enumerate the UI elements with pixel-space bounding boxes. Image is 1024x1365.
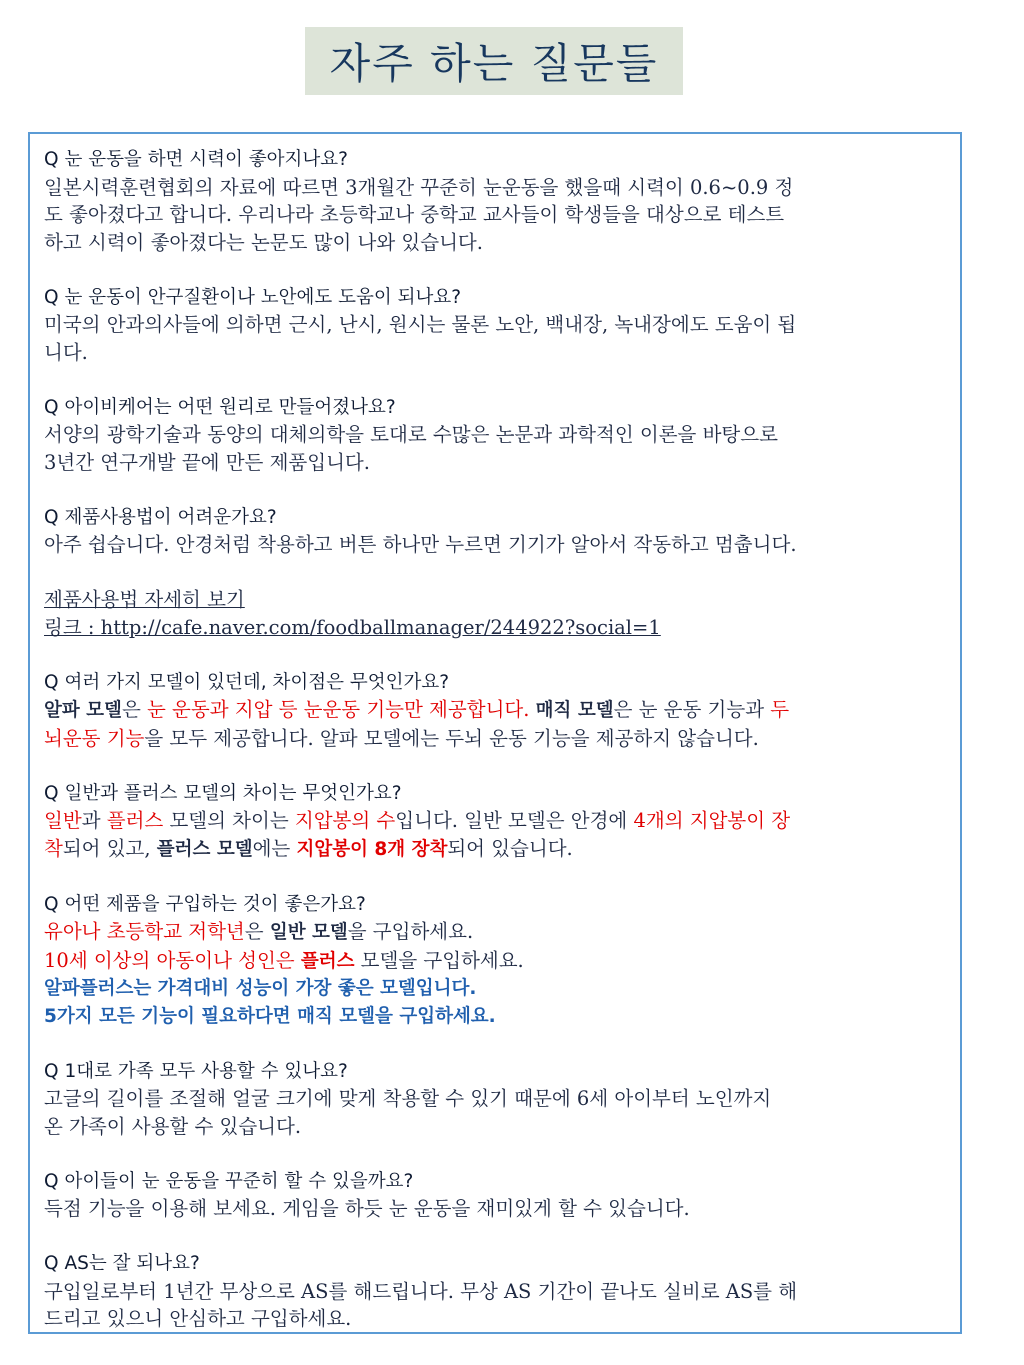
brain-feature-text-end: 뇌운동 기능 bbox=[44, 726, 145, 750]
question-8: Q 1대로 가족 모두 사용할 수 있나요? bbox=[44, 1060, 348, 1082]
older-user-text: 10세 이상의 아동이나 성인은 bbox=[44, 948, 301, 972]
answer-2-line-2: 니다. bbox=[44, 340, 88, 364]
brain-feature-text-start: 두 bbox=[770, 698, 790, 721]
normal-label: 일반 bbox=[44, 809, 82, 832]
page-title-box bbox=[305, 27, 683, 95]
plus-emphasis: 플러스 bbox=[300, 950, 355, 972]
young-child-text: 유아나 초등학교 저학년 bbox=[44, 920, 245, 943]
answer-5-line-2 bbox=[44, 725, 946, 753]
normal-model-label: 일반 모델 bbox=[269, 922, 348, 943]
answer-8-line-1: 고글의 길이를 조절해 얼굴 크기에 맞게 착용할 수 있기 때문에 6세 아이부터 노인까지 bbox=[44, 1087, 772, 1110]
answer-6-line-2 bbox=[44, 835, 946, 864]
question-2: Q 눈 운동이 안구질환이나 노안에도 도움이 되나요? bbox=[44, 286, 462, 308]
usage-url-link[interactable]: 링크 : http://cafe.naver.com/foodballmanager/244922?social=1 bbox=[44, 615, 661, 639]
answer-8-line-2: 온 가족이 사용할 수 있습니다. bbox=[44, 1114, 302, 1138]
answer-10-line-1: 구입일로부터 1년간 무상으로 AS를 해드립니다. 무상 AS 기간이 끝나도 실비로 AS를 해 bbox=[44, 1279, 798, 1303]
answer-7-line-1 bbox=[44, 918, 946, 947]
answer-7-line-2 bbox=[44, 947, 946, 976]
answer-9-line-1: 득점 기능을 이용해 보세요. 게임을 하듯 눈 운동을 재미있게 할 수 있습니다. bbox=[44, 1197, 690, 1220]
question-3: Q 아이비케어는 어떤 원리로 만들어졌나요? bbox=[44, 396, 396, 418]
answer-3-line-2: 3년간 연구개발 끝에 만든 제품입니다. bbox=[44, 450, 370, 474]
question-10: Q AS는 잘 되나요? bbox=[44, 1253, 200, 1274]
four-rods-text-end: 착 bbox=[44, 836, 63, 860]
question-7: Q 어떤 제품을 구입하는 것이 좋은가요? bbox=[44, 893, 366, 915]
answer-5-line-1 bbox=[44, 696, 946, 725]
text-segment: 되어 있고, bbox=[62, 836, 157, 860]
question-4: Q 제품사용법이 어려운가요? bbox=[44, 506, 277, 528]
answer-4-line-1: 아주 쉽습니다. 안경처럼 착용하고 버튼 하나만 누르면 기기가 알아서 작동하고 멈춥니다. bbox=[44, 533, 797, 556]
faq-panel bbox=[28, 132, 962, 1334]
page-title: 자주 하는 질문들 bbox=[329, 39, 659, 88]
answer-3-line-1: 서양의 광학기술과 동양의 대체의학을 토대로 수많은 논문과 과학적인 이론을 바탕으로 bbox=[44, 423, 778, 446]
answer-6-line-1 bbox=[44, 807, 946, 835]
question-9: Q 아이들이 눈 운동을 꾸준히 할 수 있을까요? bbox=[44, 1170, 414, 1192]
question-6: Q 일반과 플러스 모델의 차이는 무엇인가요? bbox=[44, 782, 402, 804]
answer-7-line-3: 알파플러스는 가격대비 성능이 가장 좋은 모델입니다. bbox=[44, 978, 477, 999]
answer-1-line-1: 일본시력훈련협회의 자료에 따르면 3개월간 꾸준히 눈운동을 했을때 시력이 0.6~0.9 정 bbox=[44, 175, 794, 199]
alpha-model-label: 알파 모델 bbox=[44, 700, 122, 721]
question-1: Q 눈 운동을 하면 시력이 좋아지나요? bbox=[44, 149, 348, 170]
text-segment: 되어 있습니다. bbox=[447, 836, 573, 860]
answer-7-line-4: 5가지 모든 기능이 필요하다면 매직 모델을 구입하세요. bbox=[44, 1005, 496, 1027]
alpha-feature-text: 눈 운동과 지압 등 눈운동 기능만 제공합니다. bbox=[146, 698, 530, 721]
text-segment: 은 눈 운동 기능과 bbox=[613, 698, 771, 721]
text-segment: 모델을 구입하세요. bbox=[354, 948, 524, 972]
text-segment: 에는 bbox=[252, 836, 297, 860]
text-segment: 은 bbox=[121, 698, 147, 721]
text-segment: 을 모두 제공합니다. 알파 모델에는 두뇌 운동 기능을 제공하지 않습니다. bbox=[144, 726, 759, 750]
acupressure-count-label: 지압봉의 수 bbox=[294, 809, 396, 832]
question-5: Q 여러 가지 모델이 있던데, 차이점은 무엇인가요? bbox=[44, 671, 450, 693]
usage-detail-link[interactable]: 제품사용법 자세히 보기 bbox=[44, 588, 245, 611]
answer-10-line-2: 드리고 있으니 안심하고 구입하세요. bbox=[44, 1307, 352, 1330]
text-segment: 모델의 차이는 bbox=[163, 809, 295, 832]
text-segment: 을 구입하세요. bbox=[347, 920, 474, 943]
magic-model-label: 매직 모델 bbox=[535, 700, 614, 721]
text-segment: 은 bbox=[244, 920, 270, 943]
answer-1-line-3: 하고 시력이 좋아졌다는 논문도 많이 나와 있습니다. bbox=[44, 230, 483, 254]
text-segment: 과 bbox=[81, 809, 107, 832]
text-segment: 입니다. 일반 모델은 안경에 bbox=[395, 809, 634, 832]
answer-2-line-1: 미국의 안과의사들에 의하면 근시, 난시, 원시는 물론 노안, 백내장, 녹내장에도 도움이 됩 bbox=[44, 313, 797, 336]
plus-model-label: 플러스 모델 bbox=[156, 838, 253, 860]
answer-1-line-2: 도 좋아졌다고 합니다. 우리나라 초등학교나 중학교 교사들이 학생들을 대상으로 테스트 bbox=[44, 203, 785, 226]
plus-label: 플러스 bbox=[106, 809, 164, 832]
eight-rods-text: 지압봉이 8개 장착 bbox=[296, 838, 448, 860]
four-rods-text: 4개의 지압봉이 장 bbox=[633, 809, 791, 832]
